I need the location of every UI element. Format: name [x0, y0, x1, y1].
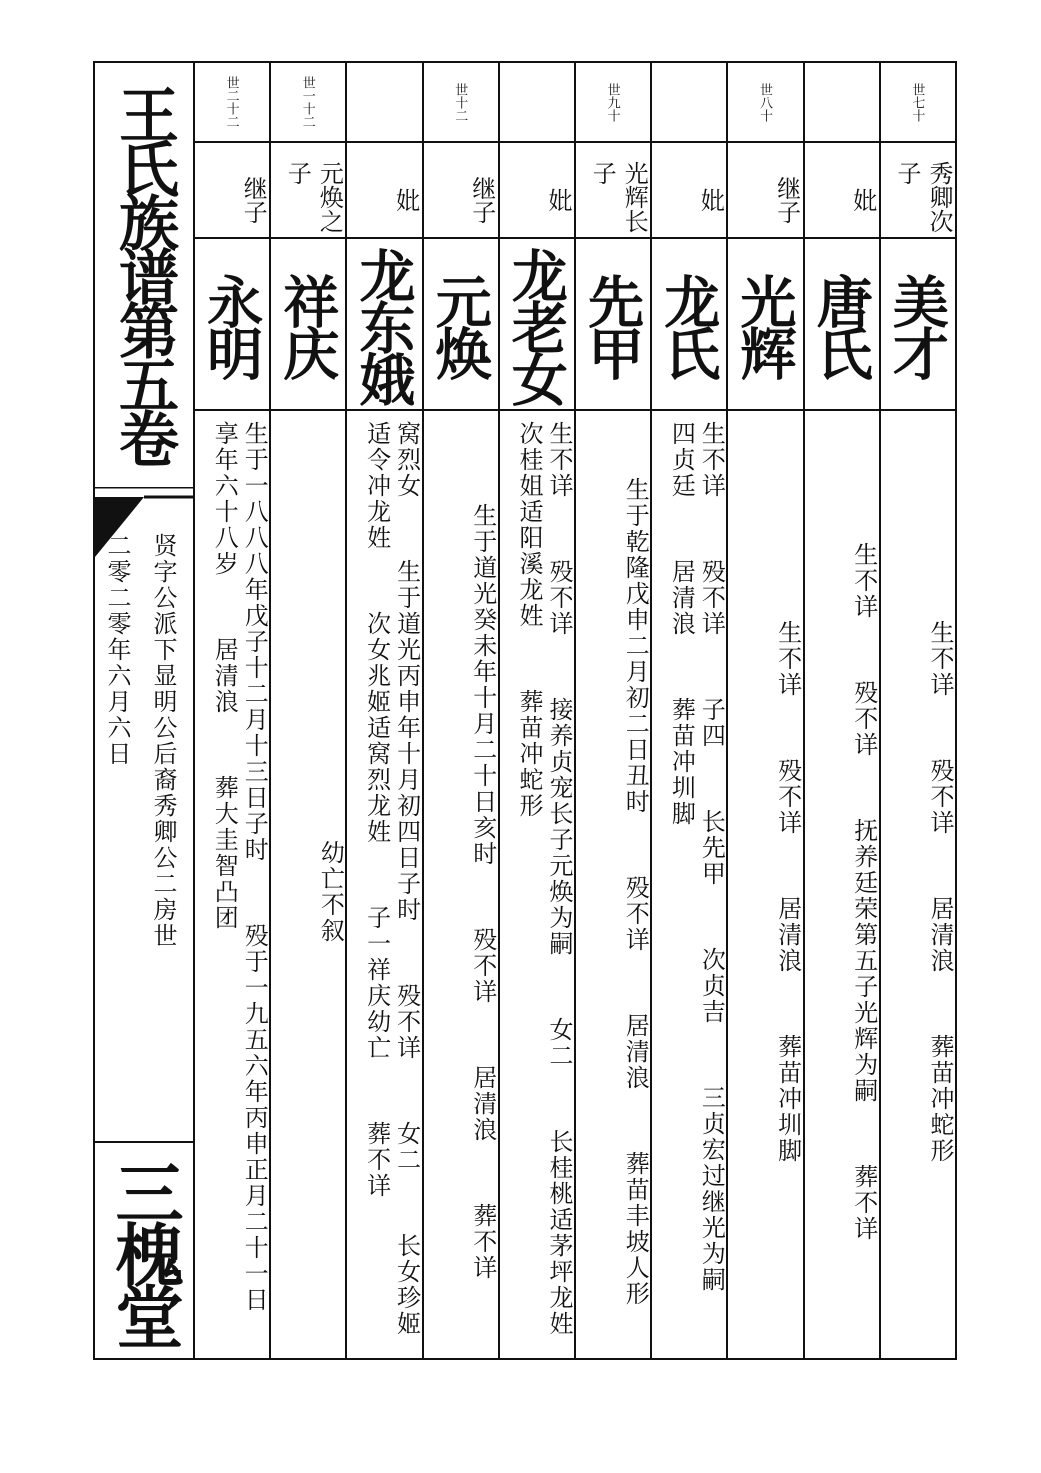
- person-record-text: 生不详 殁不详 抚养廷荣第五子光辉为嗣 葬不详: [849, 541, 878, 1242]
- genealogy-page: [93, 61, 957, 1397]
- person-name: [269, 239, 345, 411]
- person-name-text: 元焕: [426, 273, 493, 377]
- relation-label-text: 妣: [696, 188, 725, 212]
- generation-label: [726, 63, 802, 141]
- person-name: [879, 239, 955, 411]
- divider: [879, 63, 881, 1358]
- person-record-text: 生不详 殁不详 居清浪 葬苗冲圳脚: [773, 619, 802, 1164]
- person-record: [193, 411, 269, 1373]
- relation-label: [422, 141, 498, 239]
- book-subtitle: 贤字公派下显明公后裔秀卿公二房世: [149, 533, 177, 949]
- relation-label: [803, 141, 879, 239]
- person-name-text: 龙老女: [502, 247, 569, 403]
- generation-label-text: 世九十: [604, 82, 620, 122]
- relation-label: [650, 141, 726, 239]
- generation-label-text: 世七十: [909, 82, 925, 122]
- person-record-text: 生不详 殁不详 居清浪 葬苗冲蛇形: [925, 619, 954, 1164]
- generation-label-text: 世一十二: [299, 76, 315, 128]
- person-record-text: 生不详 殁不详 接养贞宠长子元焕为嗣 女二 长桂桃适茅坪龙姓 次桂姐适阳溪龙姓 葬苗冲蛇形: [514, 421, 573, 1397]
- person-name: [193, 239, 269, 411]
- divider: [498, 63, 500, 1358]
- generation-label-text: 世十二: [452, 82, 468, 122]
- relation-label: [574, 141, 650, 239]
- person-name-text: 唐氏: [807, 273, 874, 377]
- person-name: [345, 239, 421, 411]
- generation-label: [650, 63, 726, 141]
- person-name: [650, 239, 726, 411]
- person-record-text: 生于道光癸未年十月二十日亥时 殁不详 居清浪 葬不详: [468, 502, 497, 1281]
- person-record: [345, 411, 421, 1362]
- relation-label-text: 妣: [391, 188, 420, 212]
- generation-label: [269, 63, 345, 141]
- divider: [422, 63, 424, 1358]
- person-name-text: 祥庆: [274, 273, 341, 377]
- relation-label-text: 继子: [467, 176, 496, 224]
- person-name-text: 龙东娥: [350, 247, 417, 403]
- book-date: 二零二零年六月六日: [103, 533, 131, 767]
- relation-label: [193, 141, 269, 239]
- generation-label: [193, 63, 269, 141]
- generation-label-text: 世二十二: [223, 76, 239, 128]
- generation-label: [498, 63, 574, 141]
- divider: [803, 63, 805, 1358]
- person-name: [498, 239, 574, 411]
- generation-label: [345, 63, 421, 141]
- person-record: [650, 411, 726, 1362]
- relation-label-text: 妣: [848, 188, 877, 212]
- person-name-text: 永明: [198, 273, 265, 377]
- generation-label: [879, 63, 955, 141]
- person-name-text: 光辉: [731, 273, 798, 377]
- person-name-text: 美才: [883, 273, 950, 377]
- person-name-text: 先甲: [579, 273, 646, 377]
- generation-label: [803, 63, 879, 141]
- person-record-text: 生于乾隆戊申二月初二日丑时 殁不详 居清浪 葬苗丰坡人形: [621, 476, 650, 1307]
- relation-label-text: 继子: [772, 176, 801, 224]
- person-name: [803, 239, 879, 411]
- relation-label: [879, 141, 955, 239]
- relation-label-text: 光辉长子: [588, 161, 649, 233]
- relation-label: [345, 141, 421, 239]
- person-record-text: 生于一八八八年戊子十二月十三日子时 殁于一九五六年丙申正月二十一日 享年六十八岁 居清浪 葬大圭智凸团: [210, 421, 269, 1373]
- relation-label-text: 元焕之子: [283, 161, 344, 233]
- person-record: [803, 411, 879, 1362]
- relation-label-text: 秀卿次子: [892, 161, 953, 233]
- person-record: [269, 411, 345, 1362]
- divider: [269, 63, 271, 1358]
- relation-label: [269, 141, 345, 239]
- person-name: [726, 239, 802, 411]
- person-record: [498, 411, 574, 1397]
- relation-label: [498, 141, 574, 239]
- divider: [726, 63, 728, 1358]
- person-record-text: 生不详 殁不详 子四 长先甲 次贞吉 三贞宏过继光为嗣 四贞廷 居清浪 葬苗冲圳脚: [667, 421, 726, 1353]
- person-record: [879, 411, 955, 1362]
- relation-label-text: 妣: [543, 188, 572, 212]
- person-record: [422, 411, 498, 1362]
- relation-label: [726, 141, 802, 239]
- person-name-text: 龙氏: [655, 273, 722, 377]
- person-record-text: 窝烈女 生于道光丙申年十月初四日子时 殁不详 女二 长女珍姬适令冲龙姓 次女兆姬适窝烈龙姓 子一祥庆幼亡 葬不详: [362, 421, 421, 1337]
- generation-label-text: 世八十: [756, 82, 772, 122]
- divider: [574, 63, 576, 1358]
- divider: [650, 63, 652, 1358]
- generation-label: [574, 63, 650, 141]
- hall-name: 三槐堂: [104, 1157, 184, 1344]
- person-name: [422, 239, 498, 411]
- relation-label-text: 继子: [239, 176, 268, 224]
- book-title: 王氏族谱第五卷: [109, 84, 179, 462]
- person-name: [574, 239, 650, 411]
- person-record-text: 幼亡不叙: [316, 839, 345, 944]
- generation-label: [422, 63, 498, 141]
- divider: [345, 63, 347, 1358]
- person-record: [574, 411, 650, 1362]
- person-record: [726, 411, 802, 1362]
